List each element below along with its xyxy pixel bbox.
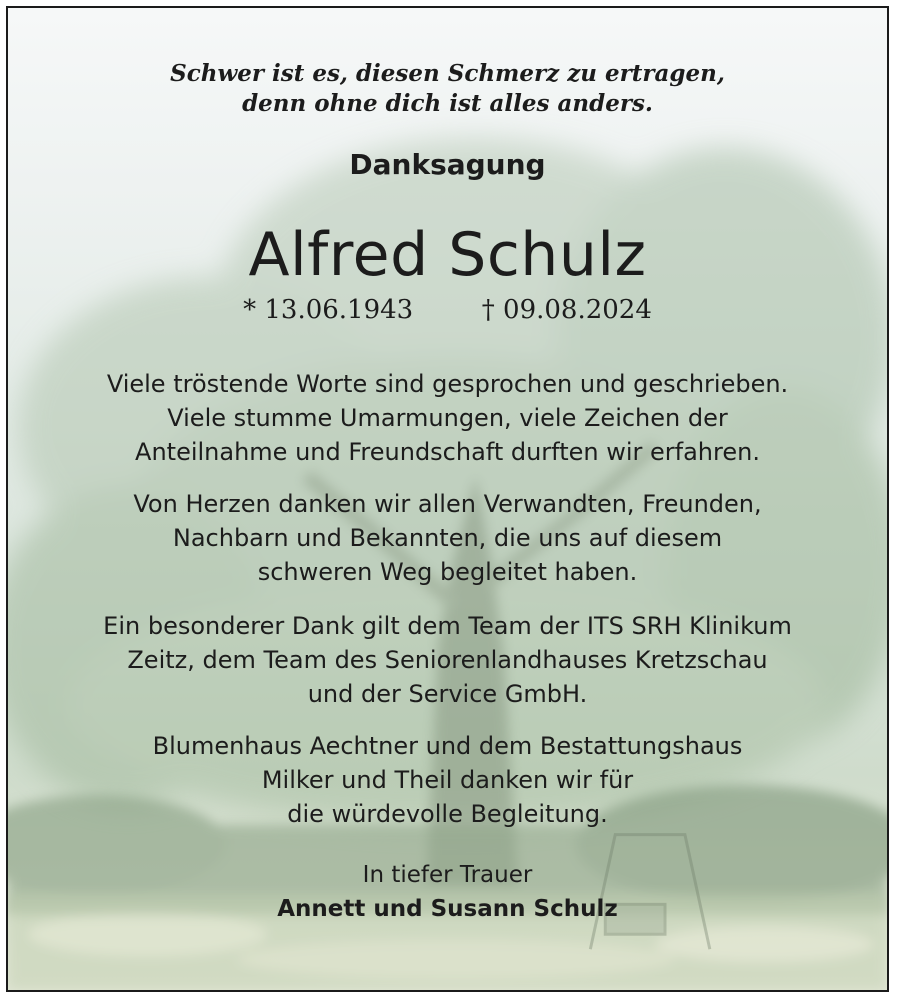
signature-names: Annett und Susann Schulz: [277, 896, 618, 922]
paragraph-2-line-1: Von Herzen danken wir allen Verwandten, Freunden,: [133, 490, 762, 518]
death-date: † 09.08.2024: [481, 295, 652, 325]
life-dates: [8, 295, 887, 325]
paragraph-1-line-2: Viele stumme Umarmungen, viele Zeichen der: [167, 404, 728, 432]
signature-intro: In tiefer Trauer: [362, 862, 533, 888]
paragraph-2-line-2: Nachbarn und Bekannten, die uns auf diesem: [172, 524, 723, 552]
notice-heading: Danksagung: [349, 148, 546, 181]
motto-line-1: Schwer ist es, diesen Schmerz zu ertragen,: [170, 60, 725, 87]
paragraph-3-line-2: Zeitz, dem Team des Seniorenlandhauses Kretzschau: [127, 646, 768, 674]
paragraph-4-line-2: Milker und Theil danken wir für: [261, 766, 634, 794]
obituary-notice: [6, 6, 889, 992]
birth-date: * 13.06.1943: [243, 295, 414, 325]
deceased-name: Alfred Schulz: [248, 220, 647, 290]
paragraph-4-line-1: Blumenhaus Aechtner und dem Bestattungshaus: [152, 732, 743, 760]
paragraph-4-line-3: die würdevolle Begleitung.: [287, 800, 608, 828]
paragraph-1-line-3: Anteilnahme und Freundschaft durften wir erfahren.: [135, 438, 760, 466]
paragraph-2-line-3: schweren Weg begleitet haben.: [257, 558, 638, 586]
notice-content: [8, 8, 887, 990]
paragraph-3-line-3: und der Service GmbH.: [307, 680, 588, 708]
paragraph-1-line-1: Viele tröstende Worte sind gesprochen und geschrieben.: [106, 370, 789, 398]
motto-line-2: denn ohne dich ist alles anders.: [242, 90, 653, 117]
paragraph-3-line-1: Ein besonderer Dank gilt dem Team der ITS SRH Klinikum: [103, 612, 792, 640]
